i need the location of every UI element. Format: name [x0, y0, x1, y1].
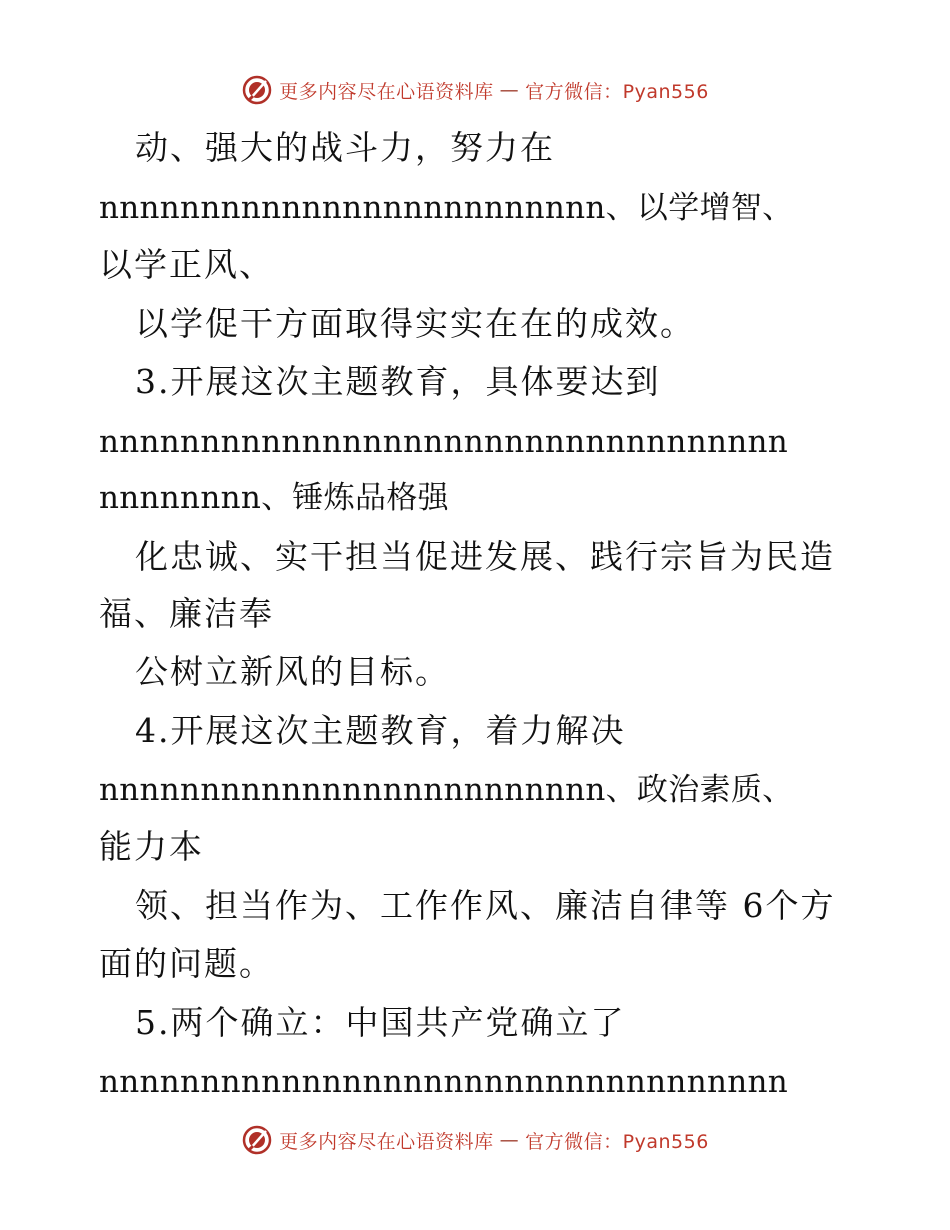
- banner-separator: —: [499, 1129, 520, 1151]
- text-line: 以学正风、: [99, 245, 274, 284]
- page-header-banner: [0, 72, 950, 108]
- text-line: 动、强大的战斗力，努力在: [135, 128, 555, 167]
- text-line: nnnnnnnn、锤炼品格强: [99, 480, 449, 516]
- text-line: 公树立新风的目标。: [135, 652, 450, 691]
- text-line: 3.开展这次主题教育，具体要达到: [135, 362, 661, 401]
- text-line: 化忠诚、实干担当促进发展、践行宗旨为民造: [135, 537, 835, 576]
- banner-wechat: 官方微信：Pyan556: [525, 80, 709, 103]
- text-line: 领、担当作为、工作作风、廉洁自律等 6个方: [135, 886, 836, 925]
- text-line: 4.开展这次主题教育，着力解决: [135, 711, 626, 750]
- text-line: nnnnnnnnnnnnnnnnnnnnnnnnn、以学增智、: [99, 190, 794, 226]
- text-line: 5.两个确立：中国共产党确立了: [135, 1003, 626, 1042]
- text-line: 福、廉洁奉: [99, 594, 274, 633]
- banner-title: 更多内容尽在心语资料库: [279, 1130, 494, 1153]
- text-line: nnnnnnnnnnnnnnnnnnnnnnnnn、政治素质、: [99, 772, 794, 808]
- banner-title: 更多内容尽在心语资料库: [279, 80, 494, 103]
- banner-wechat: 官方微信：Pyan556: [525, 1130, 709, 1153]
- text-line: nnnnnnnnnnnnnnnnnnnnnnnnnnnnnnnnnn: [99, 424, 789, 460]
- text-line: 面的问题。: [99, 944, 274, 983]
- banner-separator: —: [499, 79, 520, 101]
- pen-logo-icon: [241, 74, 273, 106]
- text-line: 以学促干方面取得实实在在的成效。: [135, 304, 695, 343]
- pen-logo-icon: [241, 1124, 273, 1156]
- text-line: 能力本: [99, 827, 204, 866]
- page-footer-banner: [0, 1122, 950, 1158]
- text-line: nnnnnnnnnnnnnnnnnnnnnnnnnnnnnnnnnn: [99, 1064, 789, 1100]
